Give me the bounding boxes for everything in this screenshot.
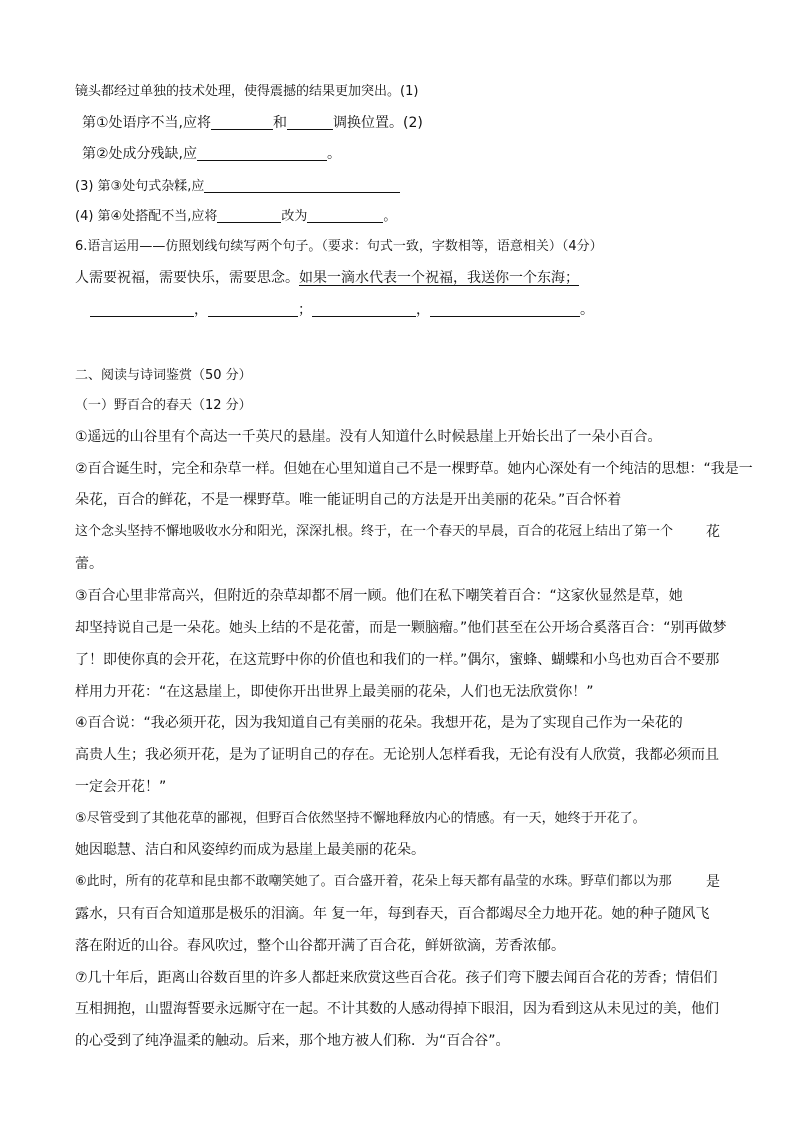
passage-para-2-line: ②百合诞生时，完全和杂草一样。但她在心里知道自己不是一棵野草。她内心深处有一个纯洁的思想：“我是一 bbox=[75, 461, 753, 477]
passage-para-3-line: 却坚持说自己是一朵花。她头上结的不是花蕾，而是一颗脑瘤。”他们甚至在公开场合奚落百合：“别再做梦 bbox=[75, 620, 727, 636]
underlined-sentence: 如果一滴水代表一个祝福，我送你一个东海； bbox=[299, 270, 579, 286]
answer-blank[interactable] bbox=[287, 115, 333, 130]
passage-para-5-line: ⑤尽管受到了其他花草的鄙视，但野百合依然坚持不懈地释放内心的情感。有一天，她终于开花了。 bbox=[75, 811, 646, 826]
passage-para-6-line: 落在附近的山谷。春风吹过，整个山谷都开满了百合花，鲜妍欲滴，芳香浓郁。 bbox=[75, 938, 565, 954]
q6-answer-line: ， ； ， 。 bbox=[90, 302, 594, 319]
passage-para-4-line: ④百合说：“我必须开花，因为我知道自己有美丽的花朵。我想开花，是为了实现自己作为一朵花的 bbox=[75, 715, 683, 731]
passage-para-2-line: 这个念头坚持不懈地吸收水分和阳光，深深扎根。终于，在一个春天的早晨，百合的花冠上结出了第一个 bbox=[75, 524, 674, 539]
answer-blank[interactable] bbox=[211, 115, 273, 130]
q5-intro: 镜头都经过单独的技术处理，使得震撼的结果更加突出。(1) bbox=[75, 84, 419, 99]
passage-para-3-line: ③百合心里非常高兴，但附近的杂草却都不屑一顾。他们在私下嘲笑着百合：“这家伙显然是草，她 bbox=[75, 588, 683, 604]
passage-para-4-line: 高贵人生；我必须开花，是为了证明自己的存在。无论别人怎样看我，无论有没有人欣赏，我都必须而且 bbox=[75, 747, 719, 763]
answer-blank[interactable] bbox=[430, 302, 580, 317]
section-2-subtitle: （一）野百合的春天（12 分） bbox=[75, 398, 252, 413]
passage-para-7-line: 的心受到了纯净温柔的触动。后来，那个地方被人们称．为“百合谷”。 bbox=[75, 1033, 510, 1049]
passage-para-3-line: 了！即使你真的会开花，在这荒野中你的价值也和我们的一样。”偶尔，蜜蜂、蝴蝶和小鸟也劝百合不要那 bbox=[75, 652, 720, 668]
q5-item-2: 第②处成分残缺,应 。 bbox=[82, 146, 342, 162]
passage-para-5-line: 她因聪慧、洁白和风姿绰约而成为悬崖上最美丽的花朵。 bbox=[75, 842, 425, 858]
answer-blank[interactable] bbox=[204, 178, 400, 193]
passage-para-4-line: 一定会开花！” bbox=[75, 779, 167, 795]
answer-blank[interactable] bbox=[90, 302, 194, 317]
passage-para-3-line: 样用力开花：“在这悬崖上，即使你开出世界上最美丽的花朵，人们也无法欣赏你！” bbox=[75, 684, 594, 700]
q6-title: 6.语言运用——仿照划线句续写两个句子。（要求：句式一致，字数相等，语意相关）（4分） bbox=[75, 239, 603, 254]
passage-para-2-line: 蕾。 bbox=[75, 556, 103, 572]
answer-blank[interactable] bbox=[217, 208, 281, 223]
passage-para-2-line: 朵花，百合的鲜花，不是一棵野草。唯一能证明自己的方法是开出美丽的花朵。”百合怀着 bbox=[75, 492, 622, 508]
passage-para-7-line: ⑦几十年后，距离山谷数百里的许多人都赶来欣赏这些百合花。孩子们弯下腰去闻百合花的芳香；情侣们 bbox=[75, 970, 718, 986]
q5-item-3: (3) 第③处句式杂糅,应 bbox=[75, 178, 400, 195]
passage-para-6-line-end: 是 bbox=[706, 874, 720, 890]
answer-blank[interactable] bbox=[307, 208, 383, 223]
passage-para-6-line: 露水，只有百合知道那是极乐的泪滴。年 复一年，每到春天，百合都竭尽全力地开花。她的种子随风飞 bbox=[75, 906, 710, 922]
answer-blank[interactable] bbox=[208, 302, 298, 317]
section-2-title: 二、阅读与诗词鉴赏（50 分） bbox=[75, 368, 252, 383]
answer-blank[interactable] bbox=[197, 146, 327, 161]
q5-item-4: (4) 第④处搭配不当,应将 改为 。 bbox=[75, 209, 397, 224]
q6-prompt: 人需要祝福，需要快乐，需要思念。如果一滴水代表一个祝福，我送你一个东海； bbox=[75, 270, 579, 286]
passage-para-2-line-end: 花 bbox=[706, 524, 720, 540]
answer-blank[interactable] bbox=[312, 302, 416, 317]
q5-item-1: 第①处语序不当,应将 和 调换位置。(2) bbox=[82, 115, 423, 131]
passage-para-6-line: ⑥此时，所有的花草和昆虫都不敢嘲笑她了。百合盛开着，花朵上每天都有晶莹的水珠。野草们都以为那 bbox=[75, 874, 672, 889]
passage-para-7-line: 互相拥抱，山盟海誓要永远厮守在一起。不计其数的人感动得掉下眼泪，因为看到这从未见过的美，他们 bbox=[75, 1001, 719, 1017]
passage-para-1: ①遥远的山谷里有个高达一千英尺的悬崖。没有人知道什么时候悬崖上开始长出了一朵小百合。 bbox=[75, 429, 662, 445]
